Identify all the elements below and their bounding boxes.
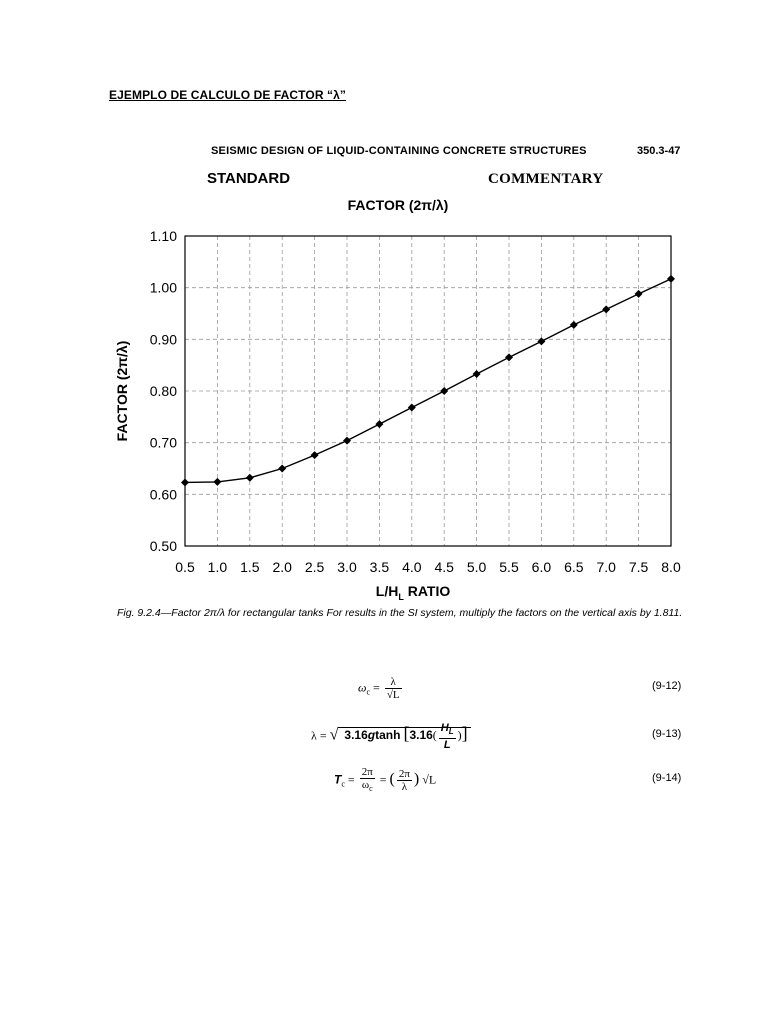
eq1-lhs-sub: c [366,687,371,697]
eq1-num: λ [385,676,402,689]
eq3-fraction-1 [360,766,375,795]
eq3-den1-sub: c [369,784,373,794]
y-tick-label: 1.00 [149,279,177,296]
eq2-lhs: λ [311,728,317,743]
series-line [185,279,671,483]
eq2-tanh: tanh [375,728,401,743]
x-axis-label-main: L/H [375,583,399,599]
y-tick-label: 0.90 [149,331,177,348]
paren-close-icon: ) [413,770,420,788]
eq2-hl: H [440,722,449,734]
data-point-marker [537,337,545,345]
eq1-fraction [385,676,402,701]
figure-caption-text: Factor 2π/λ for rectangular tanks For results in the SI system, multiply the factors on the vertical axis by 1.811. [171,607,683,619]
y-tick-label: 1.10 [149,228,177,244]
x-tick-label: 3.5 [369,559,390,575]
eq3-tail: √L [422,772,437,787]
data-point-marker [375,420,383,428]
x-tick-label: 6.0 [531,559,552,575]
x-tick-labels [175,559,681,575]
standard-label: STANDARD [207,170,291,187]
x-tick-label: 8.0 [661,559,681,575]
equation-9-12 [0,676,768,706]
data-point-marker [408,404,416,412]
sqrt-icon: √ [329,726,339,744]
eq2-label: (9-13) [652,728,682,740]
eq1-label: (9-12) [652,680,682,692]
eq3-equals-2: = [379,772,387,787]
y-axis-label: FACTOR (2π/λ) [114,340,130,442]
data-point-marker [570,321,578,329]
series-markers [181,275,675,487]
y-tick-labels [150,228,177,554]
eq3-den2: λ [401,781,408,794]
paren-close-icon: ) [457,728,462,743]
eq1-equals: = [373,680,380,695]
document-title: EJEMPLO DE CALCULO DE FACTOR “λ” [109,88,347,102]
x-axis-label-tail: RATIO [403,583,451,599]
eq1-den: √L [386,689,400,701]
y-tick-label: 0.50 [149,538,177,554]
eq3-num1: 2π [361,766,373,778]
x-tick-label: 1.0 [207,559,228,575]
x-axis-label-sub: L [398,592,404,602]
eq2-g: g [367,728,376,743]
data-point-marker [213,478,221,486]
data-point-marker [505,353,513,361]
eq2-coef-b: 3.16 [409,728,433,743]
data-point-marker [343,437,351,445]
bracket-open-icon: [ [403,723,410,744]
x-tick-label: 7.5 [628,559,649,575]
eq2-equals: = [319,728,327,743]
eq3-label: (9-14) [652,772,682,784]
data-point-marker [246,474,254,482]
chart-title: FACTOR (2π/λ) [347,197,449,213]
x-axis-label [376,583,451,602]
x-tick-label: 5.0 [466,559,487,575]
running-head: SEISMIC DESIGN OF LIQUID-CONTAINING CONCRETE STRUCTURES [211,145,587,157]
x-tick-label: 1.5 [240,559,260,575]
data-point-marker [473,370,481,378]
x-tick-label: 7.0 [596,559,616,575]
data-point-marker [602,305,610,313]
eq2-hl-sub: L [448,727,454,737]
x-tick-label: 6.5 [564,559,584,575]
bracket-close-icon: ] [461,723,468,744]
chart-grid [185,236,671,546]
page-number: 350.3-47 [637,145,681,157]
eq3-lhs: T [334,772,342,787]
eq2-num [439,722,456,739]
eq3-equals: = [347,772,355,787]
y-tick-label: 0.60 [149,486,177,503]
paren-open-icon: ( [389,770,395,788]
eq2-radicand [338,722,470,752]
commentary-label: COMMENTARY [488,171,604,187]
equation-9-14 [0,766,768,796]
eq2-den: L [443,739,451,752]
eq3-num2: 2π [398,768,410,781]
y-tick-label: 0.80 [149,383,177,399]
eq3-den1 [360,779,375,795]
data-point-marker [635,290,643,298]
x-tick-label: 4.0 [402,559,422,575]
data-point-marker [667,275,675,283]
eq3-lhs-sub: c [341,779,345,789]
x-tick-label: 3.0 [337,559,357,575]
x-tick-label: 2.5 [304,559,325,575]
paren-open-icon: ( [432,728,437,743]
data-point-marker [181,478,189,486]
x-tick-label: 2.0 [272,559,292,575]
figure-label: Fig. 9.2.4— [117,607,172,619]
data-point-marker [311,451,319,459]
eq3-fraction-2 [397,768,412,793]
eq1-lhs: ω [358,680,367,695]
eq2-fraction [439,722,456,751]
figure-caption [117,607,689,620]
equation-9-13 [0,722,768,752]
eq3-den1-sym: ω [361,779,370,791]
eq2-coef-a: 3.16 [344,728,368,743]
x-tick-label: 0.5 [175,559,195,575]
data-point-marker [278,465,286,473]
data-point-marker [440,387,448,395]
y-tick-label: 0.70 [149,434,177,451]
x-tick-label: 5.5 [499,559,519,575]
x-tick-label: 4.5 [434,559,454,575]
